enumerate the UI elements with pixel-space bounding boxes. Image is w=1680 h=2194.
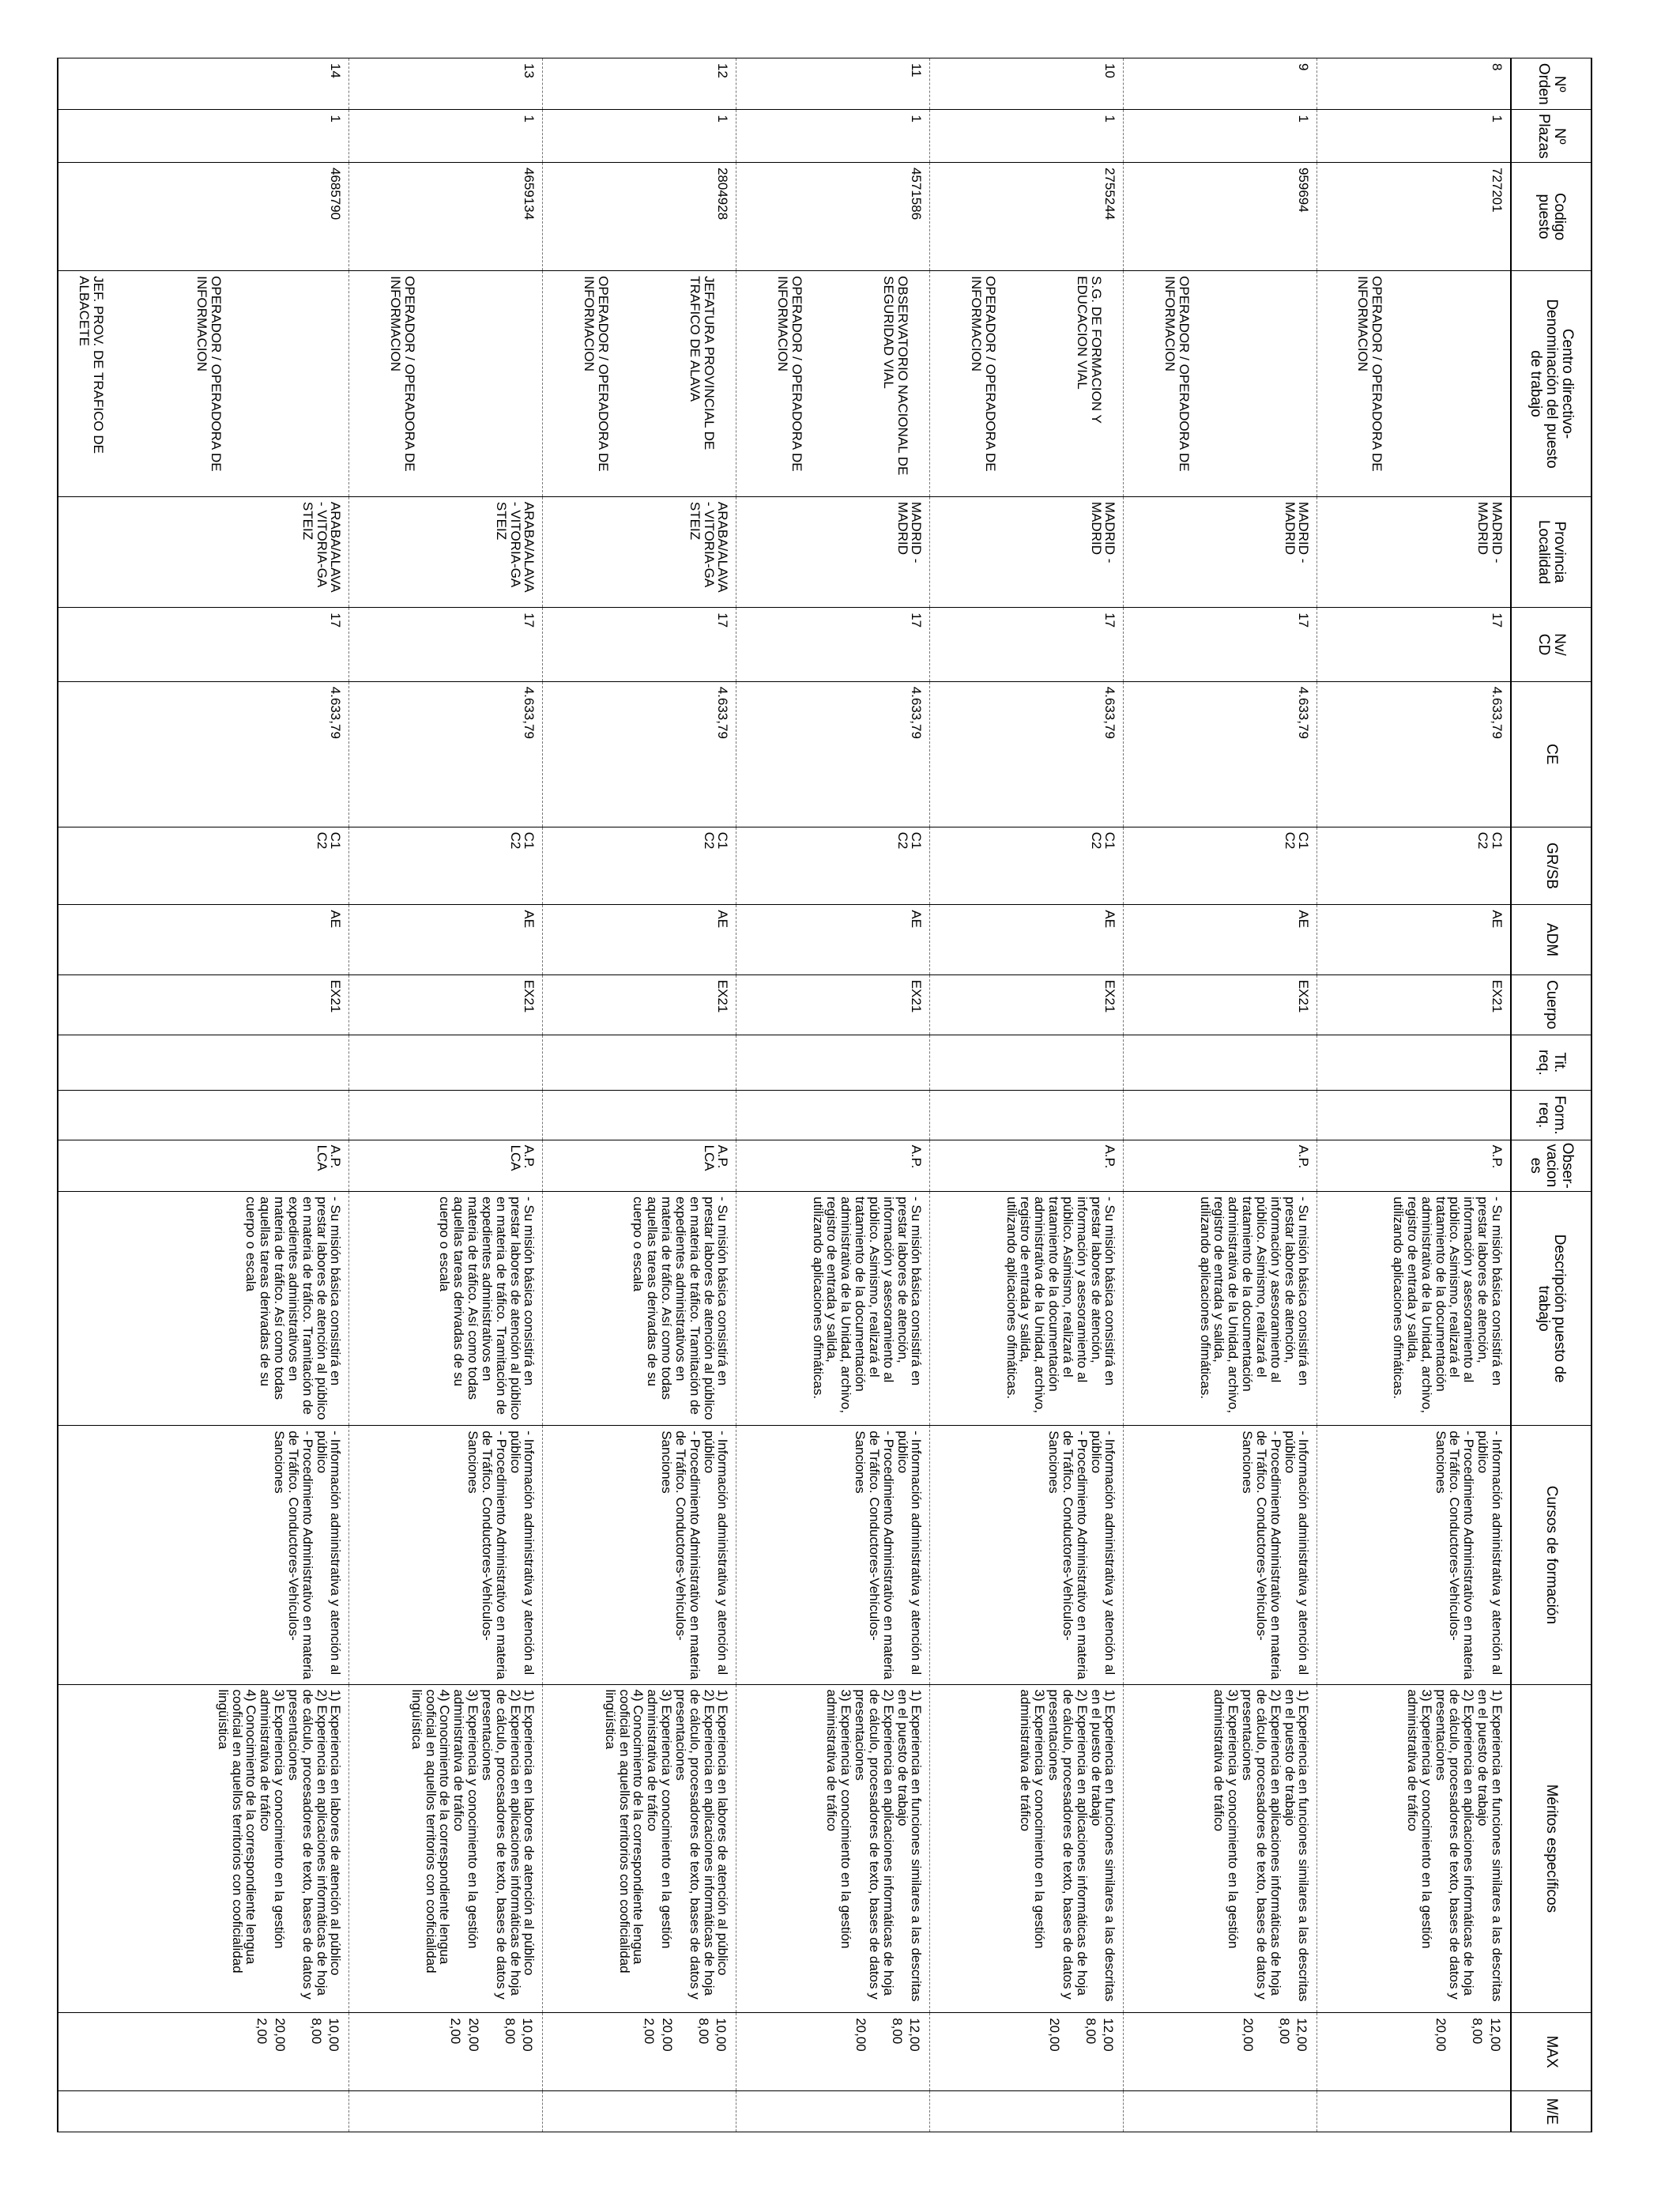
cell-titulacion [736,1035,930,1091]
cell-adm: AE [349,905,543,974]
cell-descripcion: - Su misión básica consistirá en prestar labores de atención, información y asesoramiento al público. Asimismo, realizará el tratamiento de la documentación administrativa de la Unidad, archivo, registro de entrada y salida, utilizando aplicaciones ofimáticas. [930,1192,1124,1426]
cell-max: 12,00 8,00 20,00 [1317,2013,1511,2091]
cell-cursos: - Información administrativa y atención al público - Procedimiento Administrativo en materia de Tráfico. Conductores-Vehículos-Sanciones [543,1426,736,1684]
cell-descripcion: - Su misión básica consistirá en prestar labores de atención al público en materia de tráfico. Tramitación de expedientes administrativos en materia de tráfico. Así como todas aquellas tareas derivadas de su cuerpo o escala [543,1192,736,1426]
cell-meritos: 1) Experiencia en funciones similares a las descritas en el puesto de trabajo 2) Experiencia en aplicaciones informáticas de hoja de cálculo, procesadores de texto, bases de datos y presentaciones 3) Experiencia y conocimiento en la gestión administrativa de tráfico [930,1684,1124,2013]
cell-plazas: 1 [1317,110,1511,163]
header-orden: Nº Orden [1511,58,1591,110]
centro-directivo [242,276,329,492]
cell-me [58,2090,349,2132]
rotated-page [77,58,1592,2132]
cell-ce: 4.633,79 [349,681,543,827]
cell-meritos: 1) Experiencia en labores de atención al público 2) Experiencia en aplicaciones informáticas de hoja de cálculo, procesadores de texto, bases de datos y presentaciones 3) Experiencia y conocimiento en la gestión administrativa de tráfico 4) Conocimiento de la correspondiente lengua cooficial en aquellos territorios con cooficialidad lingüística [543,1684,736,2013]
cell-cursos: - Información administrativa y atención al público - Procedimiento Administrativo en materia de Tráfico. Conductores-Vehículos-Sanciones [1124,1426,1317,1684]
cell-me [930,2090,1124,2132]
denominacion-puesto: OPERADOR / OPERADORA DE INFORMACION [194,276,224,472]
cell-centro [930,271,1124,497]
denominacion-puesto: OPERADOR / OPERADORA DE INFORMACION [387,276,417,472]
cell-observaciones: A.P. [1317,1140,1511,1191]
cell-meritos: 1) Experiencia en labores de atención al público 2) Experiencia en aplicaciones informáticas de hoja de cálculo, procesadores de texto, bases de datos y presentaciones 3) Experiencia y conocimiento en la gestión administrativa de tráfico 4) Conocimiento de la correspondiente lengua cooficial en aquellos territorios con cooficialidad lingüística [349,1684,543,2013]
denominacion-puesto: OPERADOR / OPERADORA DE INFORMACION [1162,276,1192,472]
cell-observaciones: A.P. [930,1140,1124,1191]
cell-orden: 8 [1317,58,1511,110]
cell-titulacion [930,1035,1124,1091]
cell-formacion [1124,1091,1317,1140]
cell-descripcion: - Su misión básica consistirá en prestar labores de atención, información y asesoramiento al público. Asimismo, realizará el tratamiento de la documentación administrativa de la Unidad, archivo, registro de entrada y salida, utilizando aplicaciones ofimáticas. [1317,1192,1511,1426]
table-row [930,58,1124,2132]
table-row [58,58,349,2132]
header-descripcion: Descripción puesto de trabajo [1511,1192,1591,1426]
header-formacion: Form. req. [1511,1091,1591,1140]
cell-cuerpo: EX21 [543,974,736,1035]
cell-ce: 4.633,79 [543,681,736,827]
cell-cursos: - Información administrativa y atención al público - Procedimiento Administrativo en materia de Tráfico. Conductores-Vehículos-Sanciones [736,1426,930,1684]
header-ce: CE [1511,681,1591,827]
cell-cursos: - Información administrativa y atención al público - Procedimiento Administrativo en materia de Tráfico. Conductores-Vehículos-Sanciones [930,1426,1124,1684]
cell-grupo: C1 C2 [1124,827,1317,905]
cell-cuerpo: EX21 [58,974,349,1035]
cell-orden: 10 [930,58,1124,110]
cell-descripcion: - Su misión básica consistirá en prestar labores de atención, información y asesoramiento al público. Asimismo, realizará el tratamiento de la documentación administrativa de la Unidad, archivo, registro de entrada y salida, utilizando aplicaciones ofimáticas. [736,1192,930,1426]
cell-max: 10,00 8,00 20,00 2,00 [58,2013,349,2091]
cell-observaciones: A.P. [736,1140,930,1191]
cell-cuerpo: EX21 [1124,974,1317,1035]
cell-me [1124,2090,1317,2132]
denominacion-puesto: OPERADOR / OPERADORA DE INFORMACION [774,276,804,472]
cell-max: 12,00 8,00 20,00 [930,2013,1124,2091]
cell-adm: AE [543,905,736,974]
centro-directivo [435,276,522,492]
cell-cuerpo: EX21 [930,974,1124,1035]
cell-meritos: 1) Experiencia en funciones similares a las descritas en el puesto de trabajo 2) Experiencia en aplicaciones informáticas de hoja de cálculo, procesadores de texto, bases de datos y presentaciones 3) Experiencia y conocimiento en la gestión administrativa de tráfico [1124,1684,1317,2013]
cell-max: 12,00 8,00 20,00 [736,2013,930,2091]
table-row [736,58,930,2132]
cell-nivel: 17 [349,608,543,682]
puestos-table [57,58,1592,2132]
table-row [1124,58,1317,2132]
cell-descripcion: - Su misión básica consistirá en prestar labores de atención al público en materia de tráfico. Tramitación de expedientes administrativos en materia de tráfico. Así como todas aquellas tareas derivadas de su cuerpo o escala [349,1192,543,1426]
cell-adm: AE [1317,905,1511,974]
centro-directivo [1403,276,1490,492]
header-adm: ADM [1511,905,1591,974]
cell-max: 10,00 8,00 20,00 2,00 [349,2013,543,2091]
table-row [543,58,736,2132]
cell-adm: AE [736,905,930,974]
cell-adm: AE [1124,905,1317,974]
cell-codigo: 4685790 [58,162,349,270]
denominacion-puesto: OPERADOR / OPERADORA DE INFORMACION [1355,276,1385,472]
cell-ce: 4.633,79 [1124,681,1317,827]
header-grupo: GR/SB [1511,827,1591,905]
cell-orden: 11 [736,58,930,110]
cell-centro [349,271,543,497]
cell-codigo: 4571586 [736,162,930,270]
cell-formacion [349,1091,543,1140]
cell-provincia: ARABA/ALAVA - VITORIA-GA STEIZ [58,496,349,607]
cell-formacion [930,1091,1124,1140]
cell-meritos: 1) Experiencia en labores de atención al público 2) Experiencia en aplicaciones informáticas de hoja de cálculo, procesadores de texto, bases de datos y presentaciones 3) Experiencia y conocimiento en la gestión administrativa de tráfico 4) Conocimiento de la correspondiente lengua cooficial en aquellos territorios con cooficialidad lingüística [58,1684,349,2013]
cell-codigo: 2755244 [930,162,1124,270]
cell-plazas: 1 [349,110,543,163]
cell-codigo: 2804928 [543,162,736,270]
header-row [1511,58,1591,2132]
cell-nivel: 17 [736,608,930,682]
cell-codigo: 727201 [1317,162,1511,270]
cell-provincia: MADRID - MADRID [930,496,1124,607]
cell-nivel: 17 [1124,608,1317,682]
cell-nivel: 17 [543,608,736,682]
centro-directivo [1210,276,1297,492]
header-meritos: Méritos específicos [1511,1684,1591,2013]
cell-codigo: 959694 [1124,162,1317,270]
cell-titulacion [1317,1035,1511,1091]
cell-titulacion [349,1035,543,1091]
header-nivel: Nv/ CD [1511,608,1591,682]
cell-cuerpo: EX21 [736,974,930,1035]
cell-centro [1317,271,1511,497]
cell-ce: 4.633,79 [58,681,349,827]
centro-directivo-next: JEF. PROV. DE TRAFICO DE ALBACETE [77,276,107,454]
cell-meritos: 1) Experiencia en funciones similares a las descritas en el puesto de trabajo 2) Experiencia en aplicaciones informáticas de hoja de cálculo, procesadores de texto, bases de datos y presentaciones 3) Experiencia y conocimiento en la gestión administrativa de tráfico [1317,1684,1511,2013]
header-provincia: Provincia Localidad [1511,496,1591,607]
cell-plazas: 1 [930,110,1124,163]
header-titulacion: Tit. req. [1511,1035,1591,1091]
cell-nivel: 17 [58,608,349,682]
cell-descripcion: - Su misión básica consistirá en prestar labores de atención al público en materia de tráfico. Tramitación de expedientes administrativos en materia de tráfico. Así como todas aquellas tareas derivadas de su cuerpo o escala [58,1192,349,1426]
cell-centro [58,271,349,497]
centro-directivo: JEFATURA PROVINCIAL DE TRAFICO DE ALAVA [687,276,717,450]
cell-orden: 9 [1124,58,1317,110]
cell-nivel: 17 [930,608,1124,682]
header-cuerpo: Cuerpo [1511,974,1591,1035]
cell-cursos: - Información administrativa y atención al público - Procedimiento Administrativo en materia de Tráfico. Conductores-Vehículos-Sanciones [1317,1426,1511,1684]
cell-descripcion: - Su misión básica consistirá en prestar labores de atención, información y asesoramiento al público. Asimismo, realizará el tratamiento de la documentación administrativa de la Unidad, archivo, registro de entrada y salida, utilizando aplicaciones ofimáticas. [1124,1192,1317,1426]
cell-codigo: 4659134 [349,162,543,270]
header-observaciones: Obser- vaciones [1511,1140,1591,1191]
cell-ce: 4.633,79 [930,681,1124,827]
cell-grupo: C1 C2 [349,827,543,905]
cell-formacion [543,1091,736,1140]
cell-max: 12,00 8,00 20,00 [1124,2013,1317,2091]
cell-observaciones: A.P. LCA [58,1140,349,1191]
cell-me [543,2090,736,2132]
cell-orden: 14 [58,58,349,110]
cell-cuerpo: EX21 [349,974,543,1035]
cell-plazas: 1 [58,110,349,163]
cell-ce: 4.633,79 [1317,681,1511,827]
cell-titulacion [1124,1035,1317,1091]
cell-orden: 12 [543,58,736,110]
cell-grupo: C1 C2 [736,827,930,905]
cell-formacion [1317,1091,1511,1140]
cell-formacion [58,1091,349,1140]
table-row [349,58,543,2132]
cell-plazas: 1 [1124,110,1317,163]
cell-meritos: 1) Experiencia en funciones similares a las descritas en el puesto de trabajo 2) Experiencia en aplicaciones informáticas de hoja de cálculo, procesadores de texto, bases de datos y presentaciones 3) Experiencia y conocimiento en la gestión administrativa de tráfico [736,1684,930,2013]
centro-directivo: OBSERVATORIO NACIONAL DE SEGURIDAD VIAL [880,276,910,476]
cell-me [1317,2090,1511,2132]
cell-grupo: C1 C2 [1317,827,1511,905]
cell-centro [543,271,736,497]
cell-provincia: ARABA/ALAVA - VITORIA-GA STEIZ [349,496,543,607]
cell-titulacion [58,1035,349,1091]
cell-adm: AE [58,905,349,974]
denominacion-puesto: OPERADOR / OPERADORA DE INFORMACION [581,276,611,472]
cell-plazas: 1 [543,110,736,163]
cell-grupo: C1 C2 [930,827,1124,905]
cell-me [736,2090,930,2132]
cell-titulacion [543,1035,736,1091]
header-centro: Centro directivo- Denominación del puesto de trabajo [1511,271,1591,497]
cell-provincia: MADRID - MADRID [1317,496,1511,607]
cell-provincia: MADRID - MADRID [736,496,930,607]
cell-formacion [736,1091,930,1140]
cell-plazas: 1 [736,110,930,163]
denominacion-puesto: OPERADOR / OPERADORA DE INFORMACION [968,276,998,472]
table-row [1317,58,1511,2132]
centro-directivo: S.G. DE FORMACION Y EDUCACION VIAL [1074,276,1104,424]
cell-centro [1124,271,1317,497]
header-me: M/E [1511,2090,1591,2132]
cell-cuerpo: EX21 [1317,974,1511,1035]
cell-grupo: C1 C2 [58,827,349,905]
header-codigo: Codigo puesto [1511,162,1591,270]
cell-cursos: - Información administrativa y atención al público - Procedimiento Administrativo en materia de Tráfico. Conductores-Vehículos-Sanciones [58,1426,349,1684]
cell-observaciones: A.P. [1124,1140,1317,1191]
cell-ce: 4.633,79 [736,681,930,827]
header-plazas: Nº Plazas [1511,110,1591,163]
header-cursos: Cursos de formación [1511,1426,1591,1684]
cell-provincia: MADRID - MADRID [1124,496,1317,607]
cell-grupo: C1 C2 [543,827,736,905]
cell-me [349,2090,543,2132]
cell-observaciones: A.P. LCA [349,1140,543,1191]
cell-observaciones: A.P. LCA [543,1140,736,1191]
cell-provincia: ARABA/ALAVA - VITORIA-GA STEIZ [543,496,736,607]
cell-max: 10,00 8,00 20,00 2,00 [543,2013,736,2091]
cell-centro [736,271,930,497]
cell-cursos: - Información administrativa y atención al público - Procedimiento Administrativo en materia de Tráfico. Conductores-Vehículos-Sanciones [349,1426,543,1684]
cell-nivel: 17 [1317,608,1511,682]
cell-adm: AE [930,905,1124,974]
cell-orden: 13 [349,58,543,110]
header-max: MAX [1511,2013,1591,2091]
